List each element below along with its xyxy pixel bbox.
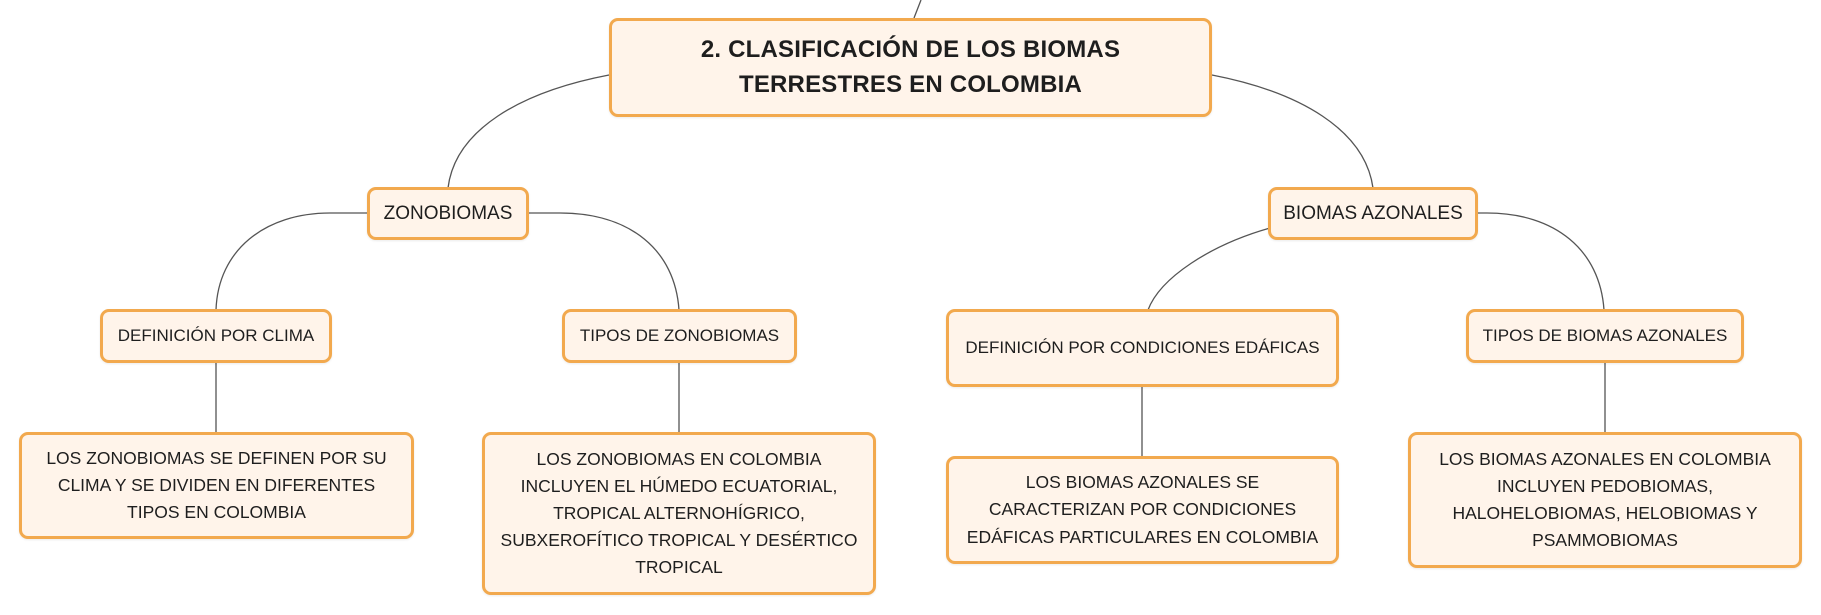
tipos-azonales-detail-text: LOS BIOMAS AZONALES EN COLOMBIA INCLUYEN PEDOBIOMAS, HALOHELOBIOMAS, HELOBIOMAS Y PSAMMOBIOMAS [1439,448,1771,551]
definicion-edaficas-detail-text: LOS BIOMAS AZONALES SE CARACTERIZAN POR CONDICIONES EDÁFICAS PARTICULARES EN COLOMBIA [966,472,1319,547]
connector-zonobiomas-to-tipos [528,213,679,310]
definicion-por-condiciones-edaficas-label: DEFINICIÓN POR CONDICIONES EDÁFICAS [965,337,1320,357]
definicion-clima-detail-node[interactable] [19,432,414,539]
definicion-edaficas-detail-node[interactable] [946,456,1339,564]
connector-zonobiomas-to-definicion [216,213,368,310]
biomas-azonales-node[interactable] [1268,187,1478,240]
connector-title-to-zonobiomas [448,75,609,188]
tipos-zonobiomas-detail-text: LOS ZONOBIOMAS EN COLOMBIA INCLUYEN EL HÚMEDO ECUATORIAL, TROPICAL ALTERNOHÍGRICO, SUBXEROFÍTICO TROPICAL Y DESÉRTICO TROPICAL [500,448,858,578]
tipos-azonales-detail-node[interactable] [1408,432,1802,568]
zonobiomas-label: ZONOBIOMAS [383,202,513,224]
connector-parent-to-title [914,0,921,18]
tipos-de-zonobiomas-label: TIPOS DE ZONOBIOMAS [579,325,780,345]
definicion-por-condiciones-edaficas-node[interactable] [946,309,1339,387]
biomas-azonales-label: BIOMAS AZONALES [1283,202,1463,224]
tipos-de-zonobiomas-node[interactable] [562,309,797,363]
zonobiomas-node[interactable] [367,187,529,240]
tipos-de-biomas-azonales-node[interactable] [1466,309,1744,363]
connector-title-to-azonales [1212,75,1373,188]
definicion-por-clima-label: DEFINICIÓN POR CLIMA [117,325,315,345]
connector-azonales-to-tipos [1477,213,1604,310]
tipos-zonobiomas-detail-node[interactable] [482,432,876,595]
connector-azonales-to-definicion [1148,228,1270,310]
definicion-clima-detail-text: LOS ZONOBIOMAS SE DEFINEN POR SU CLIMA Y SE DIVIDEN EN DIFERENTES TIPOS EN COLOMBIA [46,447,387,523]
central-topic-node[interactable] [609,18,1212,117]
tipos-de-biomas-azonales-label: TIPOS DE BIOMAS AZONALES [1482,325,1728,345]
central-topic-label: 2. CLASIFICACIÓN DE LOS BIOMAS TERRESTRES EN COLOMBIA [700,35,1121,98]
definicion-por-clima-node[interactable] [100,309,332,363]
